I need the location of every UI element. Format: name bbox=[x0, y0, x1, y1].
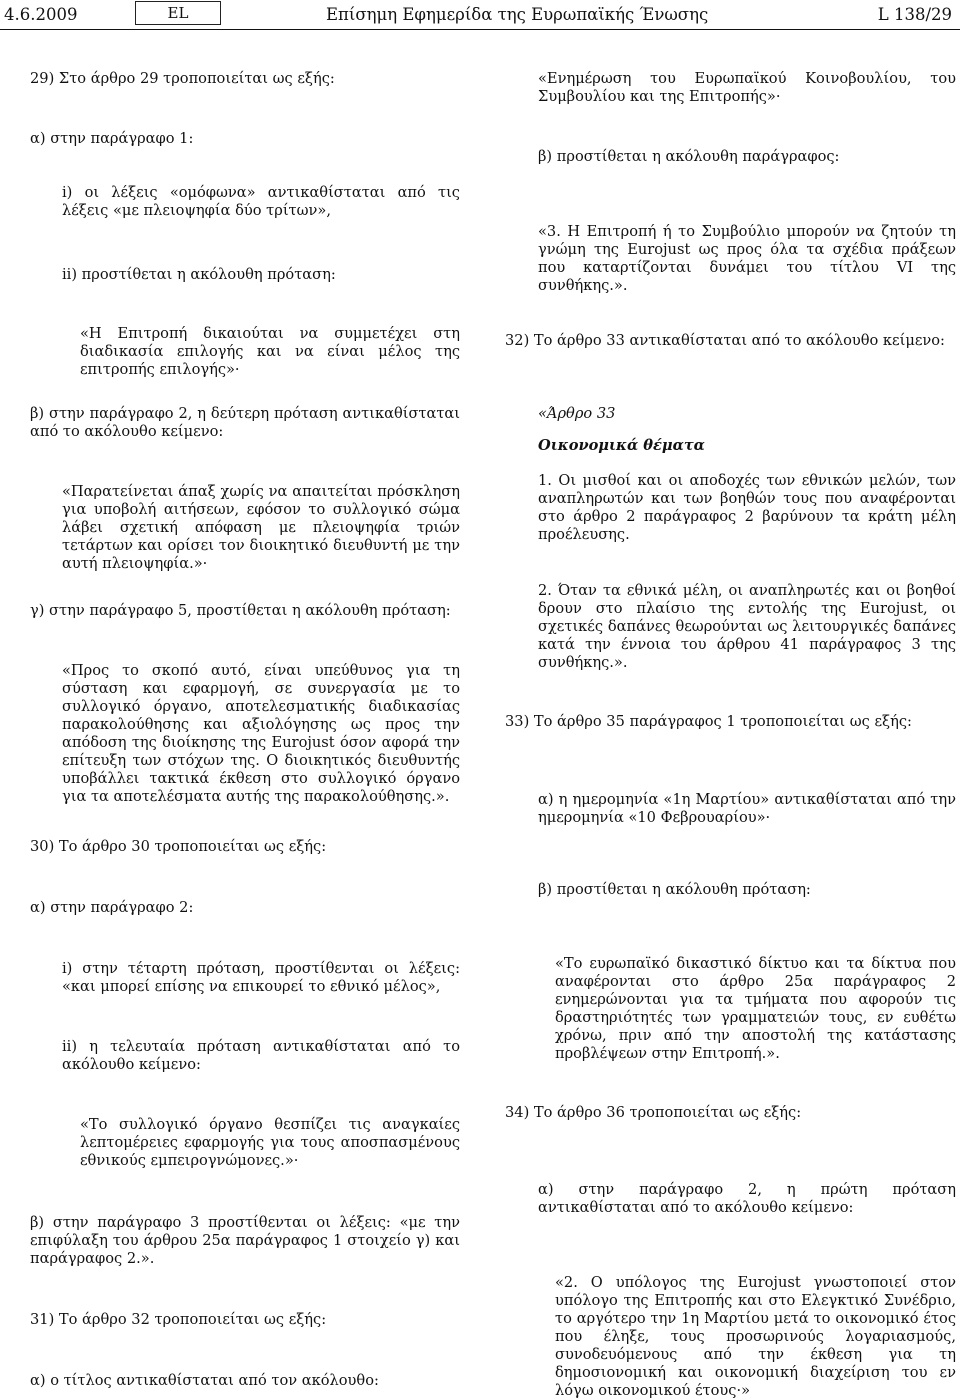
item-a-title: α) ο τίτλος αντικαθίσταται από τον ακόλουθο: bbox=[30, 1372, 379, 1389]
page-reference: L 138/29 bbox=[877, 5, 952, 24]
article-33-para-1: 1. Οι μισθοί και οι αποδοχές των εθνικών μελών, των αναπληρωτών και των βοηθών τους που αναφέρονται στο άρθρο 2 παράγραφος 2 βαρύνουν τα κράτη μέλη προέλευσης. bbox=[538, 472, 956, 543]
article-33-title: Οικονομικά θέματα bbox=[538, 437, 705, 454]
language-badge: EL bbox=[135, 1, 221, 25]
article-33-heading: «Άρθρο 33 bbox=[538, 405, 616, 422]
item-a-para-1: α) στην παράγραφο 1: bbox=[30, 130, 194, 147]
item-g-para-5: γ) στην παράγραφο 5, προστίθεται η ακόλουθη πρόταση: bbox=[30, 602, 451, 619]
item-b-para-3: β) στην παράγραφο 3 προστίθενται οι λέξεις: «με την επιφύλαξη του άρθρου 25α παράγραφος 1 στοιχείο γ) και παράγραφος 2.». bbox=[30, 1214, 460, 1267]
article-29-intro: 29) Στο άρθρο 29 τροποποιείται ως εξής: bbox=[30, 70, 335, 87]
quote-accounting-officer: «2. Ο υπόλογος της Eurojust γνωστοποιεί στον υπόλογο της Επιτροπής και στο Ελεγκτικό Συνέδριο, το αργότερο την 1η Μαρτίου μετά το οικονομικό έτος που έληξε, τους προσωρινούς λογαριασμούς, συνοδευόμενους από την έκθεση για τη δημοσιονομική και οικονομική διαχείριση του εν λόγω οικονομικού έτους·» bbox=[555, 1274, 956, 1399]
item-b-para-2: β) στην παράγραφο 2, η δεύτερη πρόταση αντικαθίσταται από το ακόλουθο κείμενο: bbox=[30, 405, 460, 440]
quote-judicial-network: «Το ευρωπαϊκό δικαστικό δίκτυο και τα δίκτυα που αναφέρονται στο άρθρο 25α παράγραφος 2 ενημερώνονται για τα τμήματα που αφορούν τις δραστηριότητές των γραμματειών τους, εν ευθέτω χρόνω, πριν από την αποστολή της κατάστασης προβλέψεων στην Επιτροπή.». bbox=[555, 955, 956, 1062]
item-b-add-paragraph: β) προστίθεται η ακόλουθη παράγραφος: bbox=[538, 148, 840, 165]
quote-commission-participation: «Η Επιτροπή δικαιούται να συμμετέχει στη διαδικασία επιλογής και να είναι μέλος της επιτροπής επιλογής»· bbox=[80, 325, 460, 378]
quote-informing-parliament: «Ενημέρωση του Ευρωπαϊκού Κοινοβουλίου, του Συμβουλίου και της Επιτροπής»· bbox=[538, 70, 956, 105]
item-b-add-sentence: β) προστίθεται η ακόλουθη πρόταση: bbox=[538, 881, 811, 898]
issue-date: 4.6.2009 bbox=[4, 5, 78, 24]
article-31-intro: 31) Το άρθρο 32 τροποποιείται ως εξής: bbox=[30, 1311, 327, 1328]
item-i-words: i) οι λέξεις «ομόφωνα» αντικαθίσταται από τις λέξεις «με πλειοψηφία δύο τρίτων», bbox=[62, 184, 460, 219]
item-ii-add: ii) προστίθεται η ακόλουθη πρόταση: bbox=[62, 266, 336, 283]
item-i-fourth-sentence: i) στην τέταρτη πρόταση, προστίθενται οι λέξεις: «και μπορεί επίσης να επικουρεί το εθνικό μέλος», bbox=[62, 960, 460, 995]
item-a-para-2: α) στην παράγραφο 2: bbox=[30, 899, 194, 916]
quote-paragraph-3: «3. Η Επιτροπή ή το Συμβούλιο μπορούν να ζητούν τη γνώμη της Eurojust ως προς όλα τα σχέδια πράξεων που καταρτίζονται δυνάμει του τίτλου VI της συνθήκης.». bbox=[538, 223, 956, 294]
header-rule bbox=[0, 29, 960, 30]
quote-monitoring: «Προς το σκοπό αυτό, είναι υπεύθυνος για τη σύσταση και εφαρμογή, σε συνεργασία με το συλλογικό όργανο, αποτελεσματικής διαδικασίας παρακολούθησης και αξιολόγησης ως προς την απόδοση της διοίκησης της Eurojust όσον αφορά την επίτευξη των στόχων της. Ο διοικητικός διευθυντής υποβάλλει τακτικά έκθεση στο συλλογικό όργανο για τα αποτελέσματα αυτής της παρακολούθησης.». bbox=[62, 662, 460, 805]
quote-seconded-experts: «Το συλλογικό όργανο θεσπίζει τις αναγκαίες λεπτομέρειες εφαρμογής για τους αποσπασμένους εθνικούς εμπειρογνώμονες.»· bbox=[80, 1116, 460, 1169]
item-ii-last-sentence: ii) η τελευταία πρόταση αντικαθίσταται από το ακόλουθο κείμενο: bbox=[62, 1038, 460, 1073]
journal-title: Επίσημη Εφημερίδα της Ευρωπαϊκής Ένωσης bbox=[326, 5, 709, 24]
item-a-para-2-replace: α) στην παράγραφο 2, η πρώτη πρόταση αντικαθίσταται από το ακόλουθο κείμενο: bbox=[538, 1181, 956, 1216]
quote-extension: «Παρατείνεται άπαξ χωρίς να απαιτείται πρόσκληση για υποβολή αιτήσεων, εφόσον το συλλογικό σώμα λάβει σχετική απόφαση με πλειοψηφία τριών τετάρτων και ορίσει τον διοικητικό διευθυντή με την αυτή πλειοψηφία.»· bbox=[62, 483, 460, 572]
page-header bbox=[0, 0, 960, 28]
article-33-para-2: 2. Όταν τα εθνικά μέλη, οι αναπληρωτές και οι βοηθοί δρουν στο πλαίσιο της εντολής της Eurojust, οι σχετικές δαπάνες θεωρούνται ως λειτουργικές δαπάνες κατά την έννοια του άρθρου 41 παράγραφος 3 της συνθήκης.». bbox=[538, 582, 956, 671]
item-a-date: α) η ημερομηνία «1η Μαρτίου» αντικαθίσταται από την ημερομηνία «10 Φεβρουαρίου»· bbox=[538, 791, 956, 826]
article-32-intro: 32) Το άρθρο 33 αντικαθίσταται από το ακόλουθο κείμενο: bbox=[505, 332, 945, 349]
article-34-intro: 34) Το άρθρο 36 τροποποιείται ως εξής: bbox=[505, 1104, 802, 1121]
article-33-amend-intro: 33) Το άρθρο 35 παράγραφος 1 τροποποιείται ως εξής: bbox=[505, 713, 912, 730]
article-30-intro: 30) Το άρθρο 30 τροποποιείται ως εξής: bbox=[30, 838, 327, 855]
